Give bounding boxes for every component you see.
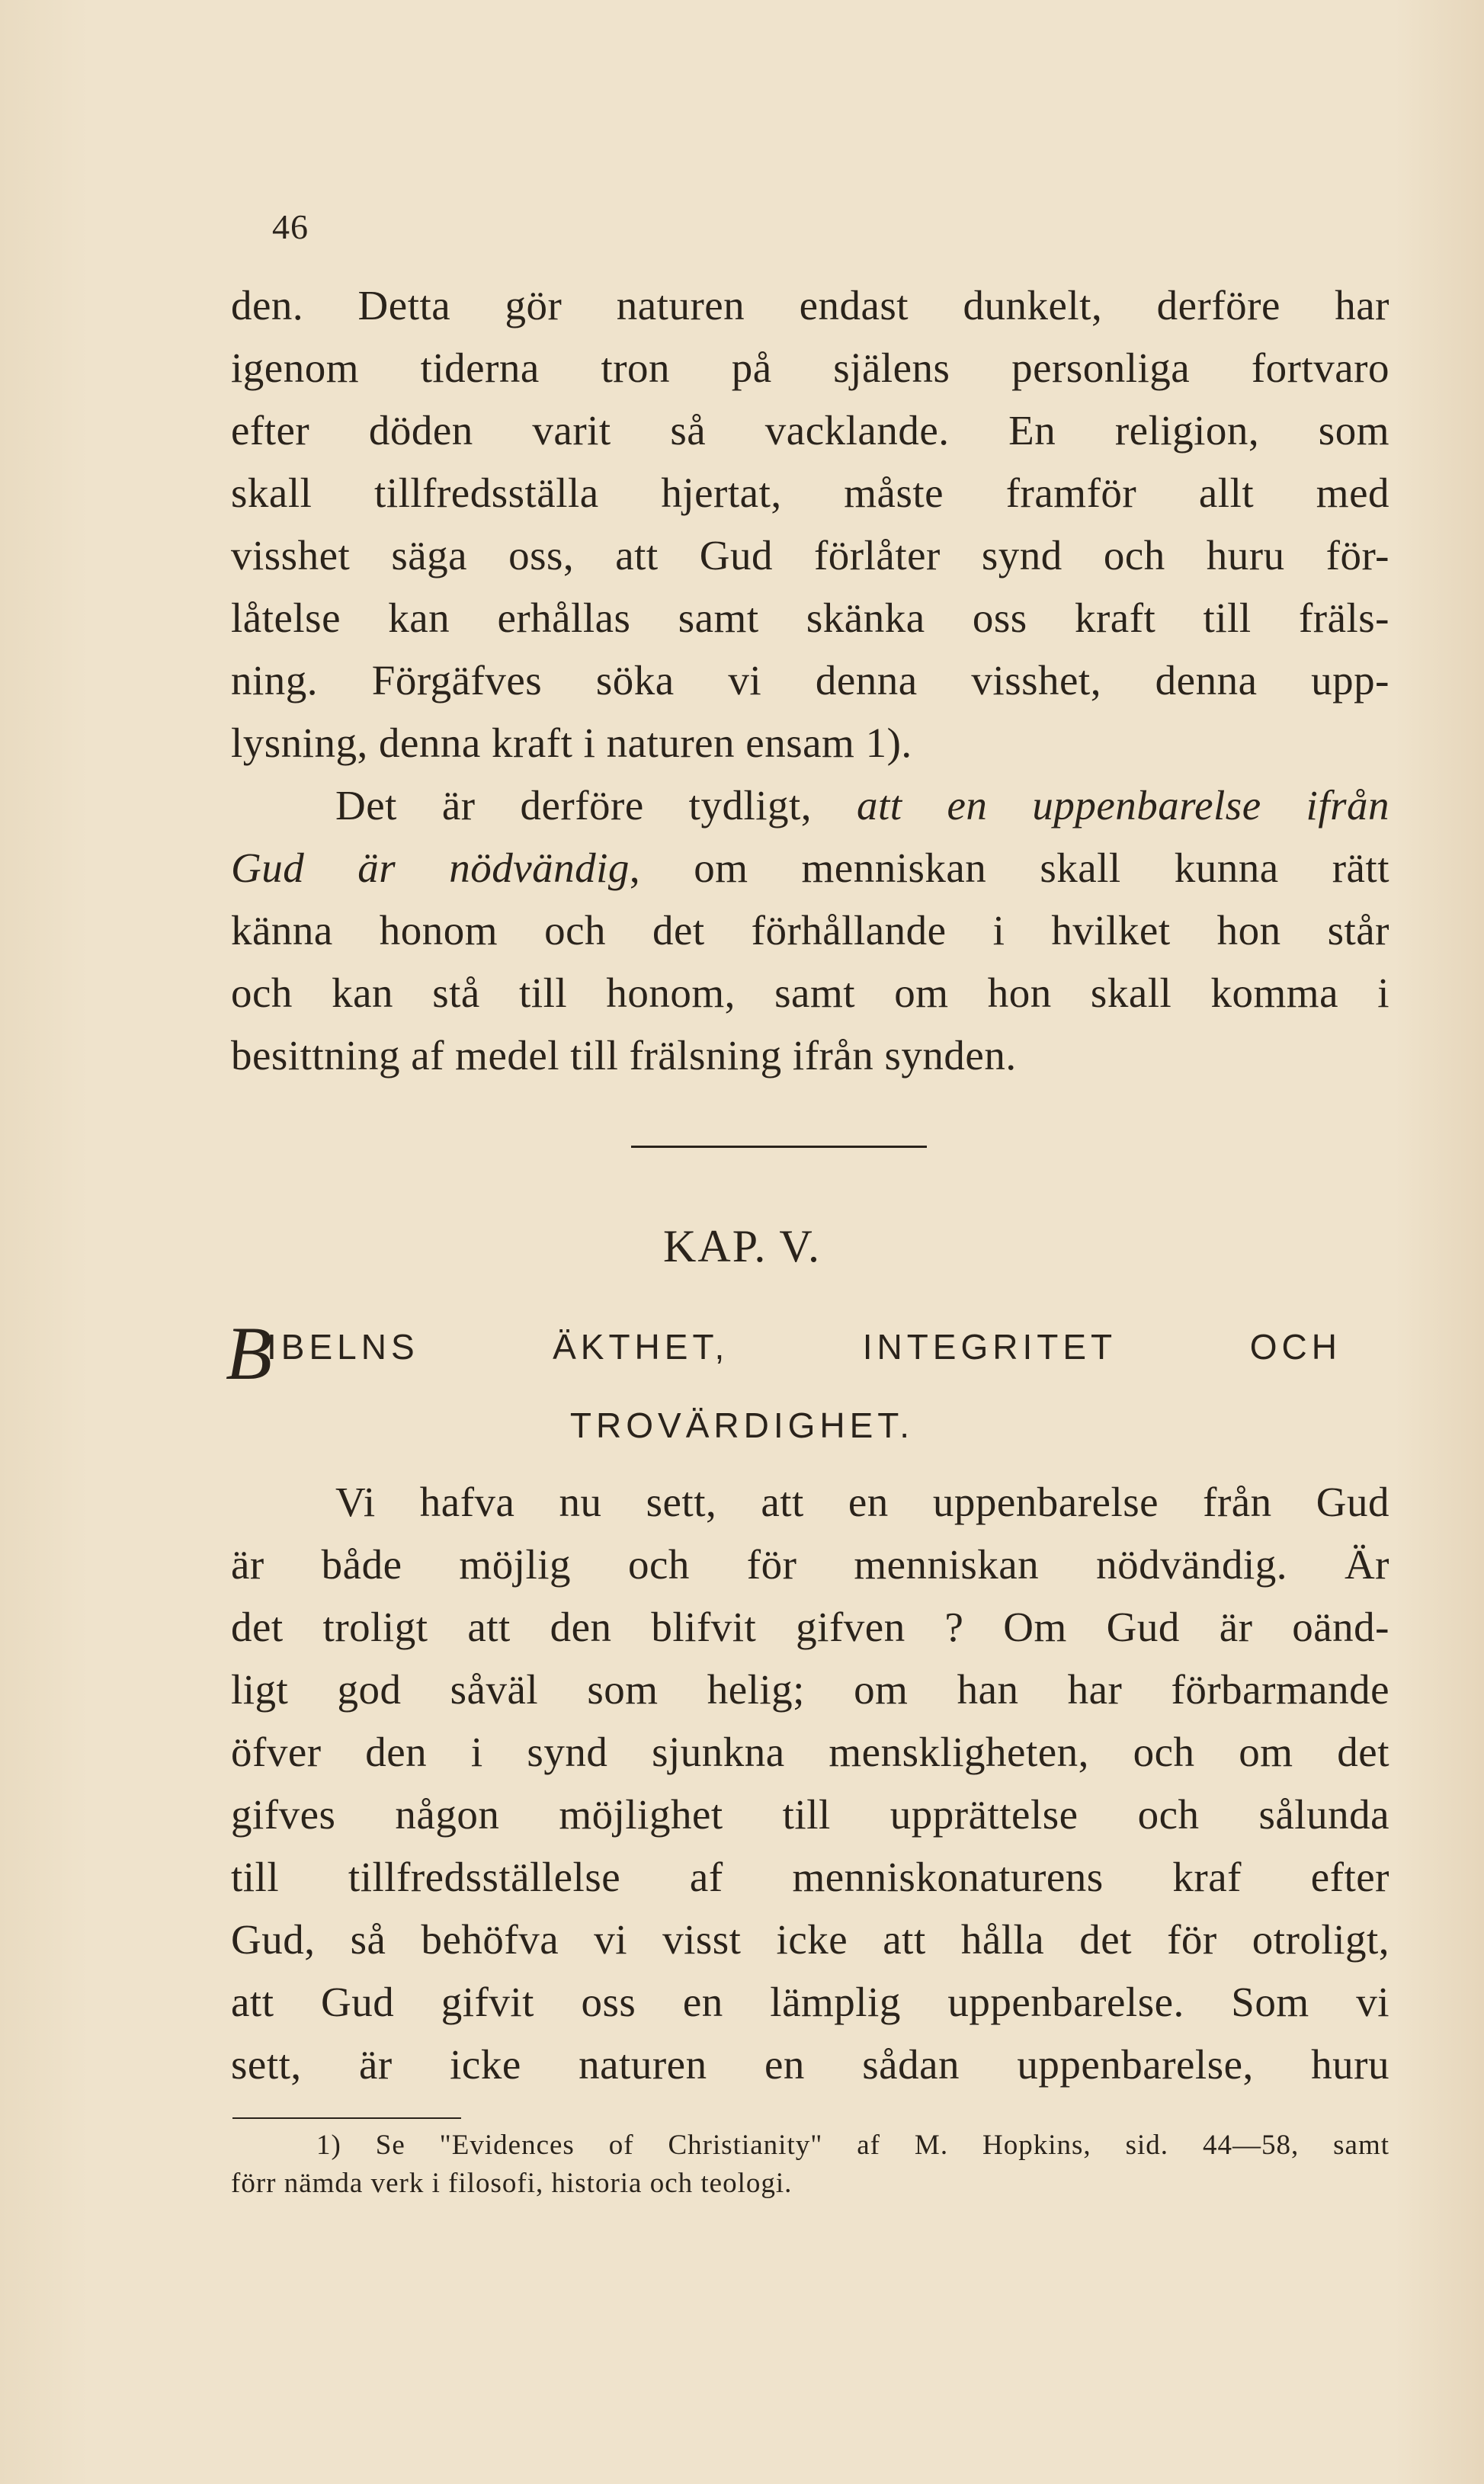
text-line: Vi hafva nu sett, att en uppenbarelse från Gud bbox=[335, 1479, 1389, 1525]
text-line: till tillfredsställelse af menniskonaturens kraf efter bbox=[231, 1854, 1389, 1900]
footnote-line: 1) Se "Evidences of Christianity" af M. Hopkins, sid. 44—58, samt bbox=[316, 2130, 1389, 2161]
text-line: Gud, så behöfva vi visst icke att hålla det för otroligt, bbox=[231, 1916, 1389, 1963]
text-line: den. Detta gör naturen endast dunkelt, derföre har bbox=[231, 282, 1389, 329]
text-line: känna honom och det förhållande i hvilket hon står bbox=[231, 907, 1389, 954]
text-line: sett, är icke naturen en sådan uppenbarelse, huru bbox=[231, 2041, 1389, 2088]
text-run: , om menniskan skall kunna rätt bbox=[629, 845, 1389, 891]
text-line: ning. Förgäfves söka vi denna visshet, denna upp- bbox=[231, 657, 1389, 704]
chapter-heading-line-2: TROVÄRDIGHET. bbox=[569, 1405, 915, 1445]
text-line: ligt god såväl som helig; om han har förbarmande bbox=[231, 1666, 1389, 1713]
text-line: är både möjlig och för menniskan nödvändig. Är bbox=[231, 1541, 1389, 1588]
text-line: efter döden varit så vacklande. En religion, som bbox=[231, 407, 1389, 454]
text-line: igenom tiderna tron på själens personliga fortvaro bbox=[231, 345, 1389, 391]
page-number: 46 bbox=[272, 207, 309, 246]
section-divider bbox=[631, 1146, 927, 1148]
drop-cap: B bbox=[226, 1311, 273, 1396]
text-line: gifves någon möjlighet till upprättelse och sålunda bbox=[231, 1791, 1389, 1838]
text-line: visshet säga oss, att Gud förlåter synd och huru för- bbox=[231, 532, 1389, 579]
text-line bbox=[231, 837, 1389, 899]
text-line: att Gud gifvit oss en lämplig uppenbarelse. Som vi bbox=[231, 1979, 1389, 2025]
text-line: låtelse kan erhållas samt skänka oss kraft till fräls- bbox=[231, 595, 1389, 641]
italic-emphasis: Gud är nödvändig bbox=[231, 845, 630, 891]
chapter-heading-line-1: IBELNS ÄKTHET, INTEGRITET OCH bbox=[267, 1327, 1341, 1367]
text-line bbox=[335, 774, 1389, 837]
text-run: Det är derföre tydligt, bbox=[335, 782, 857, 829]
text-line: och kan stå till honom, samt om hon skall komma i bbox=[231, 970, 1389, 1016]
text-line: besittning af medel till frälsning ifrån synden. bbox=[231, 1032, 1017, 1079]
footnote-divider bbox=[232, 2117, 461, 2119]
chapter-label: KAP. V. bbox=[663, 1221, 821, 1271]
italic-emphasis: att en uppenbarelse ifrån bbox=[857, 782, 1389, 829]
text-line: öfver den i synd sjunkna menskligheten, och om det bbox=[231, 1729, 1389, 1775]
text-line: lysning, denna kraft i naturen ensam 1). bbox=[231, 720, 912, 766]
text-line: det troligt att den blifvit gifven ? Om Gud är oänd- bbox=[231, 1604, 1389, 1650]
footnote-line: förr nämda verk i filosofi, historia och teologi. bbox=[231, 2168, 793, 2199]
text-line: skall tillfredsställa hjertat, måste framför allt med bbox=[231, 470, 1389, 516]
